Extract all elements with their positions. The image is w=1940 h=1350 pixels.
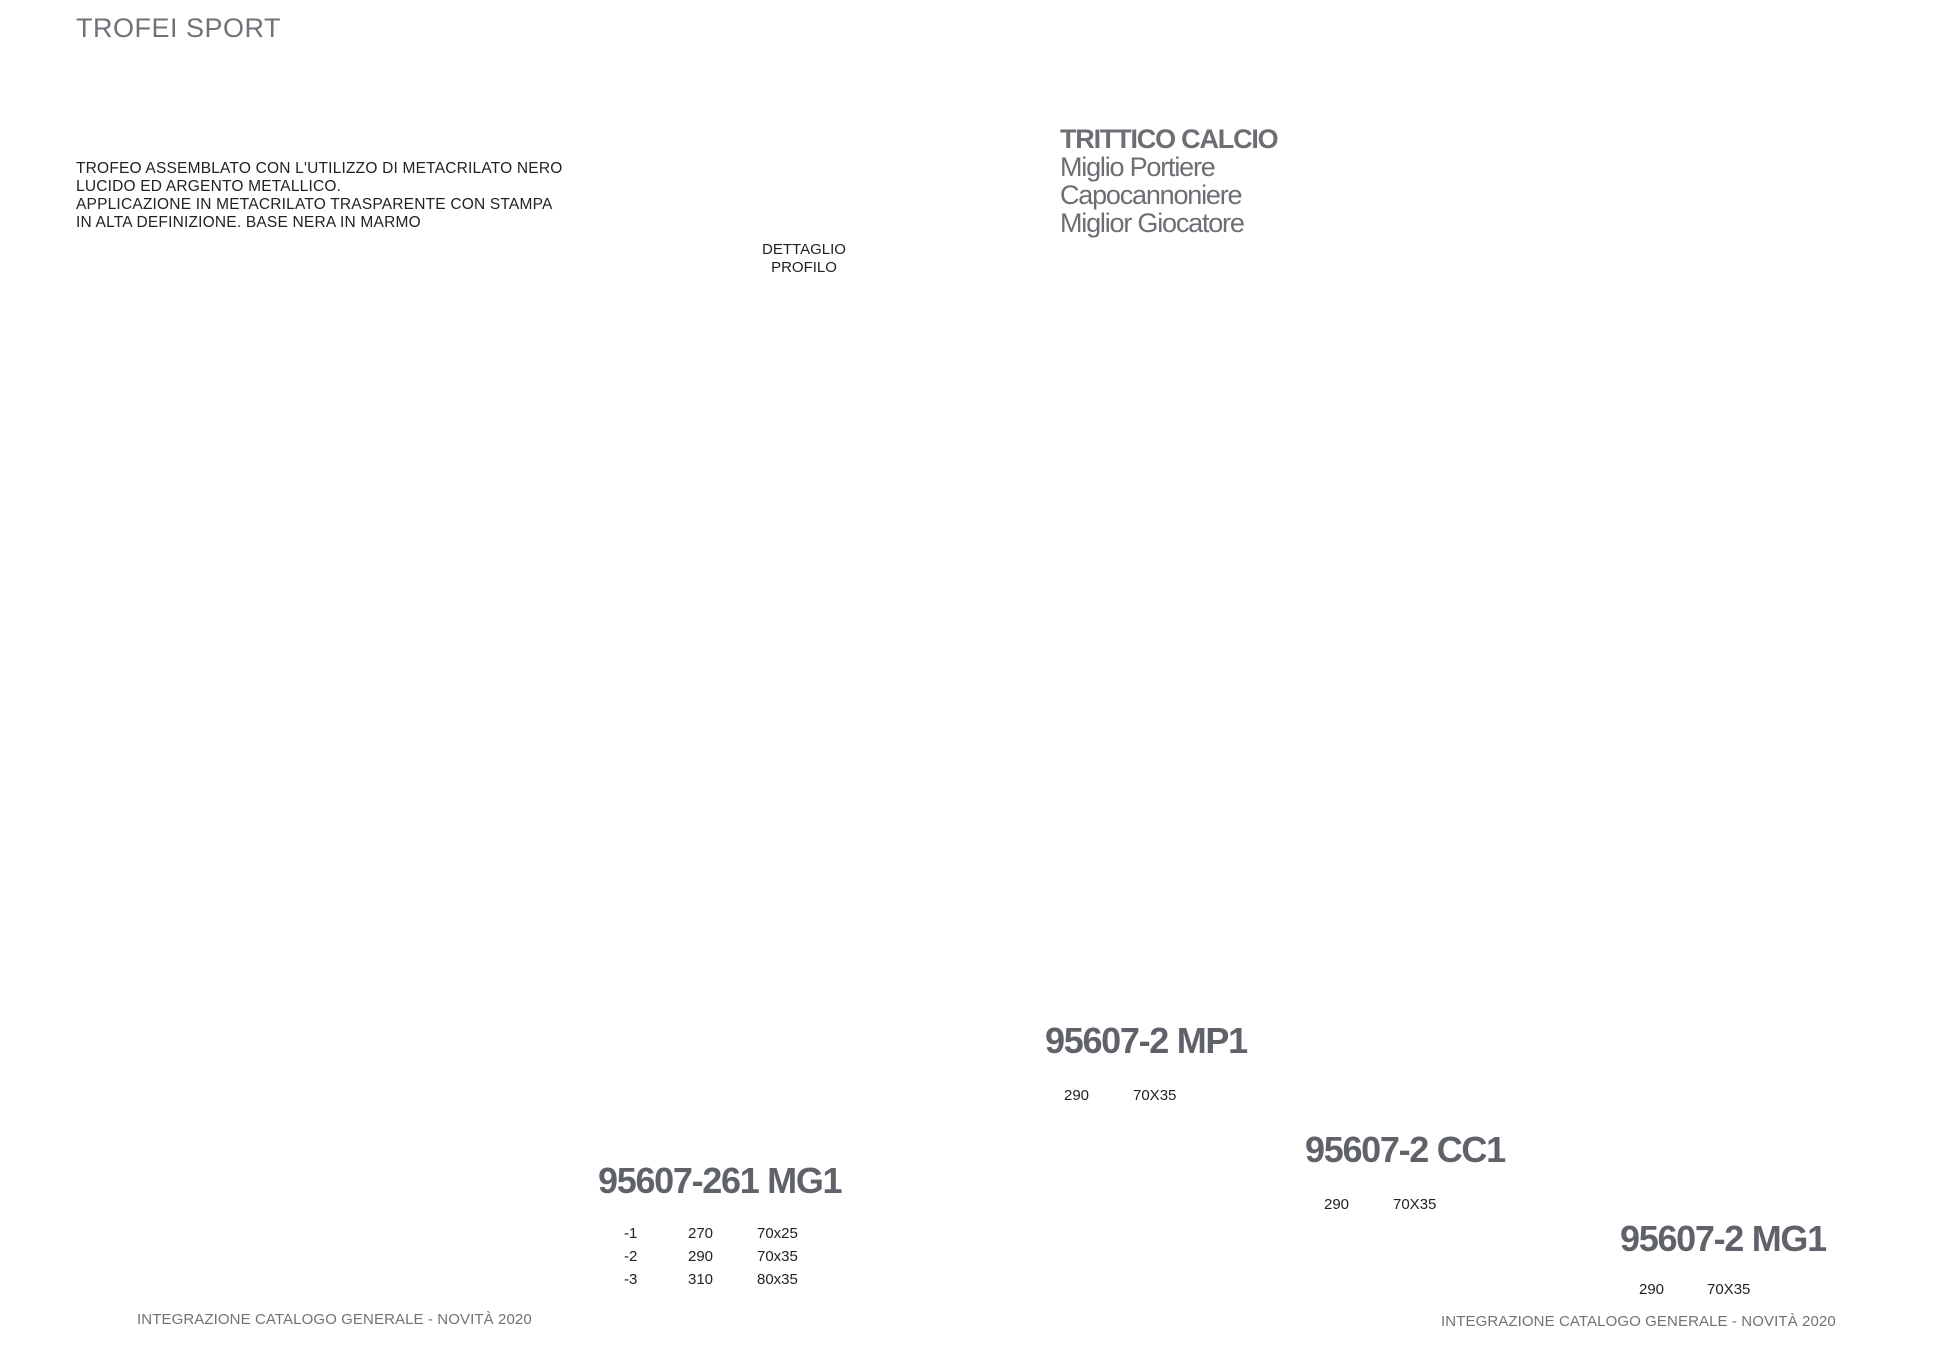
- table-row: [624, 1222, 798, 1245]
- base-cell: 80x35: [757, 1271, 798, 1288]
- trittico-item: Miglio Portiere: [1060, 152, 1215, 182]
- base-value-mg1: 70X35: [1707, 1281, 1751, 1298]
- product-code-mp1: 95607-2 MP1: [1045, 1020, 1247, 1061]
- product-code-cc1: 95607-2 CC1: [1305, 1129, 1505, 1170]
- section-title: TROFEI SPORT: [76, 13, 282, 43]
- base-cell: 70x35: [757, 1248, 798, 1265]
- profile-detail-line: DETTAGLIO: [762, 241, 846, 258]
- base-value-mp1: 70X35: [1133, 1087, 1177, 1104]
- product-description: [76, 160, 562, 232]
- height-cell: 290: [688, 1248, 714, 1265]
- base-value-cc1: 70X35: [1393, 1196, 1437, 1213]
- height-value-mg1: 290: [1639, 1281, 1665, 1298]
- height-value-cc1: 290: [1324, 1196, 1350, 1213]
- trittico-title: TRITTICO CALCIO: [1060, 124, 1278, 154]
- trittico-item: Miglior Giocatore: [1060, 208, 1244, 238]
- variant-cell: -1: [624, 1225, 638, 1242]
- trittico-block: [1060, 125, 1277, 237]
- variant-cell: -3: [624, 1271, 638, 1288]
- footer-left: INTEGRAZIONE CATALOGO GENERALE - NOVITÀ 2020: [137, 1311, 532, 1328]
- description-line: APPLICAZIONE IN METACRILATO TRASPARENTE CON STAMPA: [76, 196, 553, 213]
- description-line: LUCIDO ED ARGENTO METALLICO.: [76, 178, 342, 195]
- trittico-item: Capocannoniere: [1060, 180, 1242, 210]
- height-cell: 270: [688, 1225, 714, 1242]
- profile-detail-line: PROFILO: [771, 259, 837, 276]
- footer-right: INTEGRAZIONE CATALOGO GENERALE - NOVITÀ 2020: [1441, 1313, 1836, 1330]
- table-row: [624, 1268, 798, 1291]
- variant-cell: -2: [624, 1248, 638, 1265]
- product-code-261-mg1: 95607-261 MG1: [598, 1160, 842, 1201]
- description-line: TROFEO ASSEMBLATO CON L'UTILIZZO DI METACRILATO NERO: [76, 160, 563, 177]
- base-cell: 70x25: [757, 1225, 798, 1242]
- table-row: [624, 1245, 798, 1268]
- profile-detail-caption: [760, 241, 848, 277]
- description-line: IN ALTA DEFINIZIONE. BASE NERA IN MARMO: [76, 214, 421, 231]
- spec-table-261-mg1: [624, 1222, 798, 1291]
- product-code-mg1: 95607-2 MG1: [1620, 1218, 1826, 1259]
- height-value-mp1: 290: [1064, 1087, 1090, 1104]
- height-cell: 310: [688, 1271, 714, 1288]
